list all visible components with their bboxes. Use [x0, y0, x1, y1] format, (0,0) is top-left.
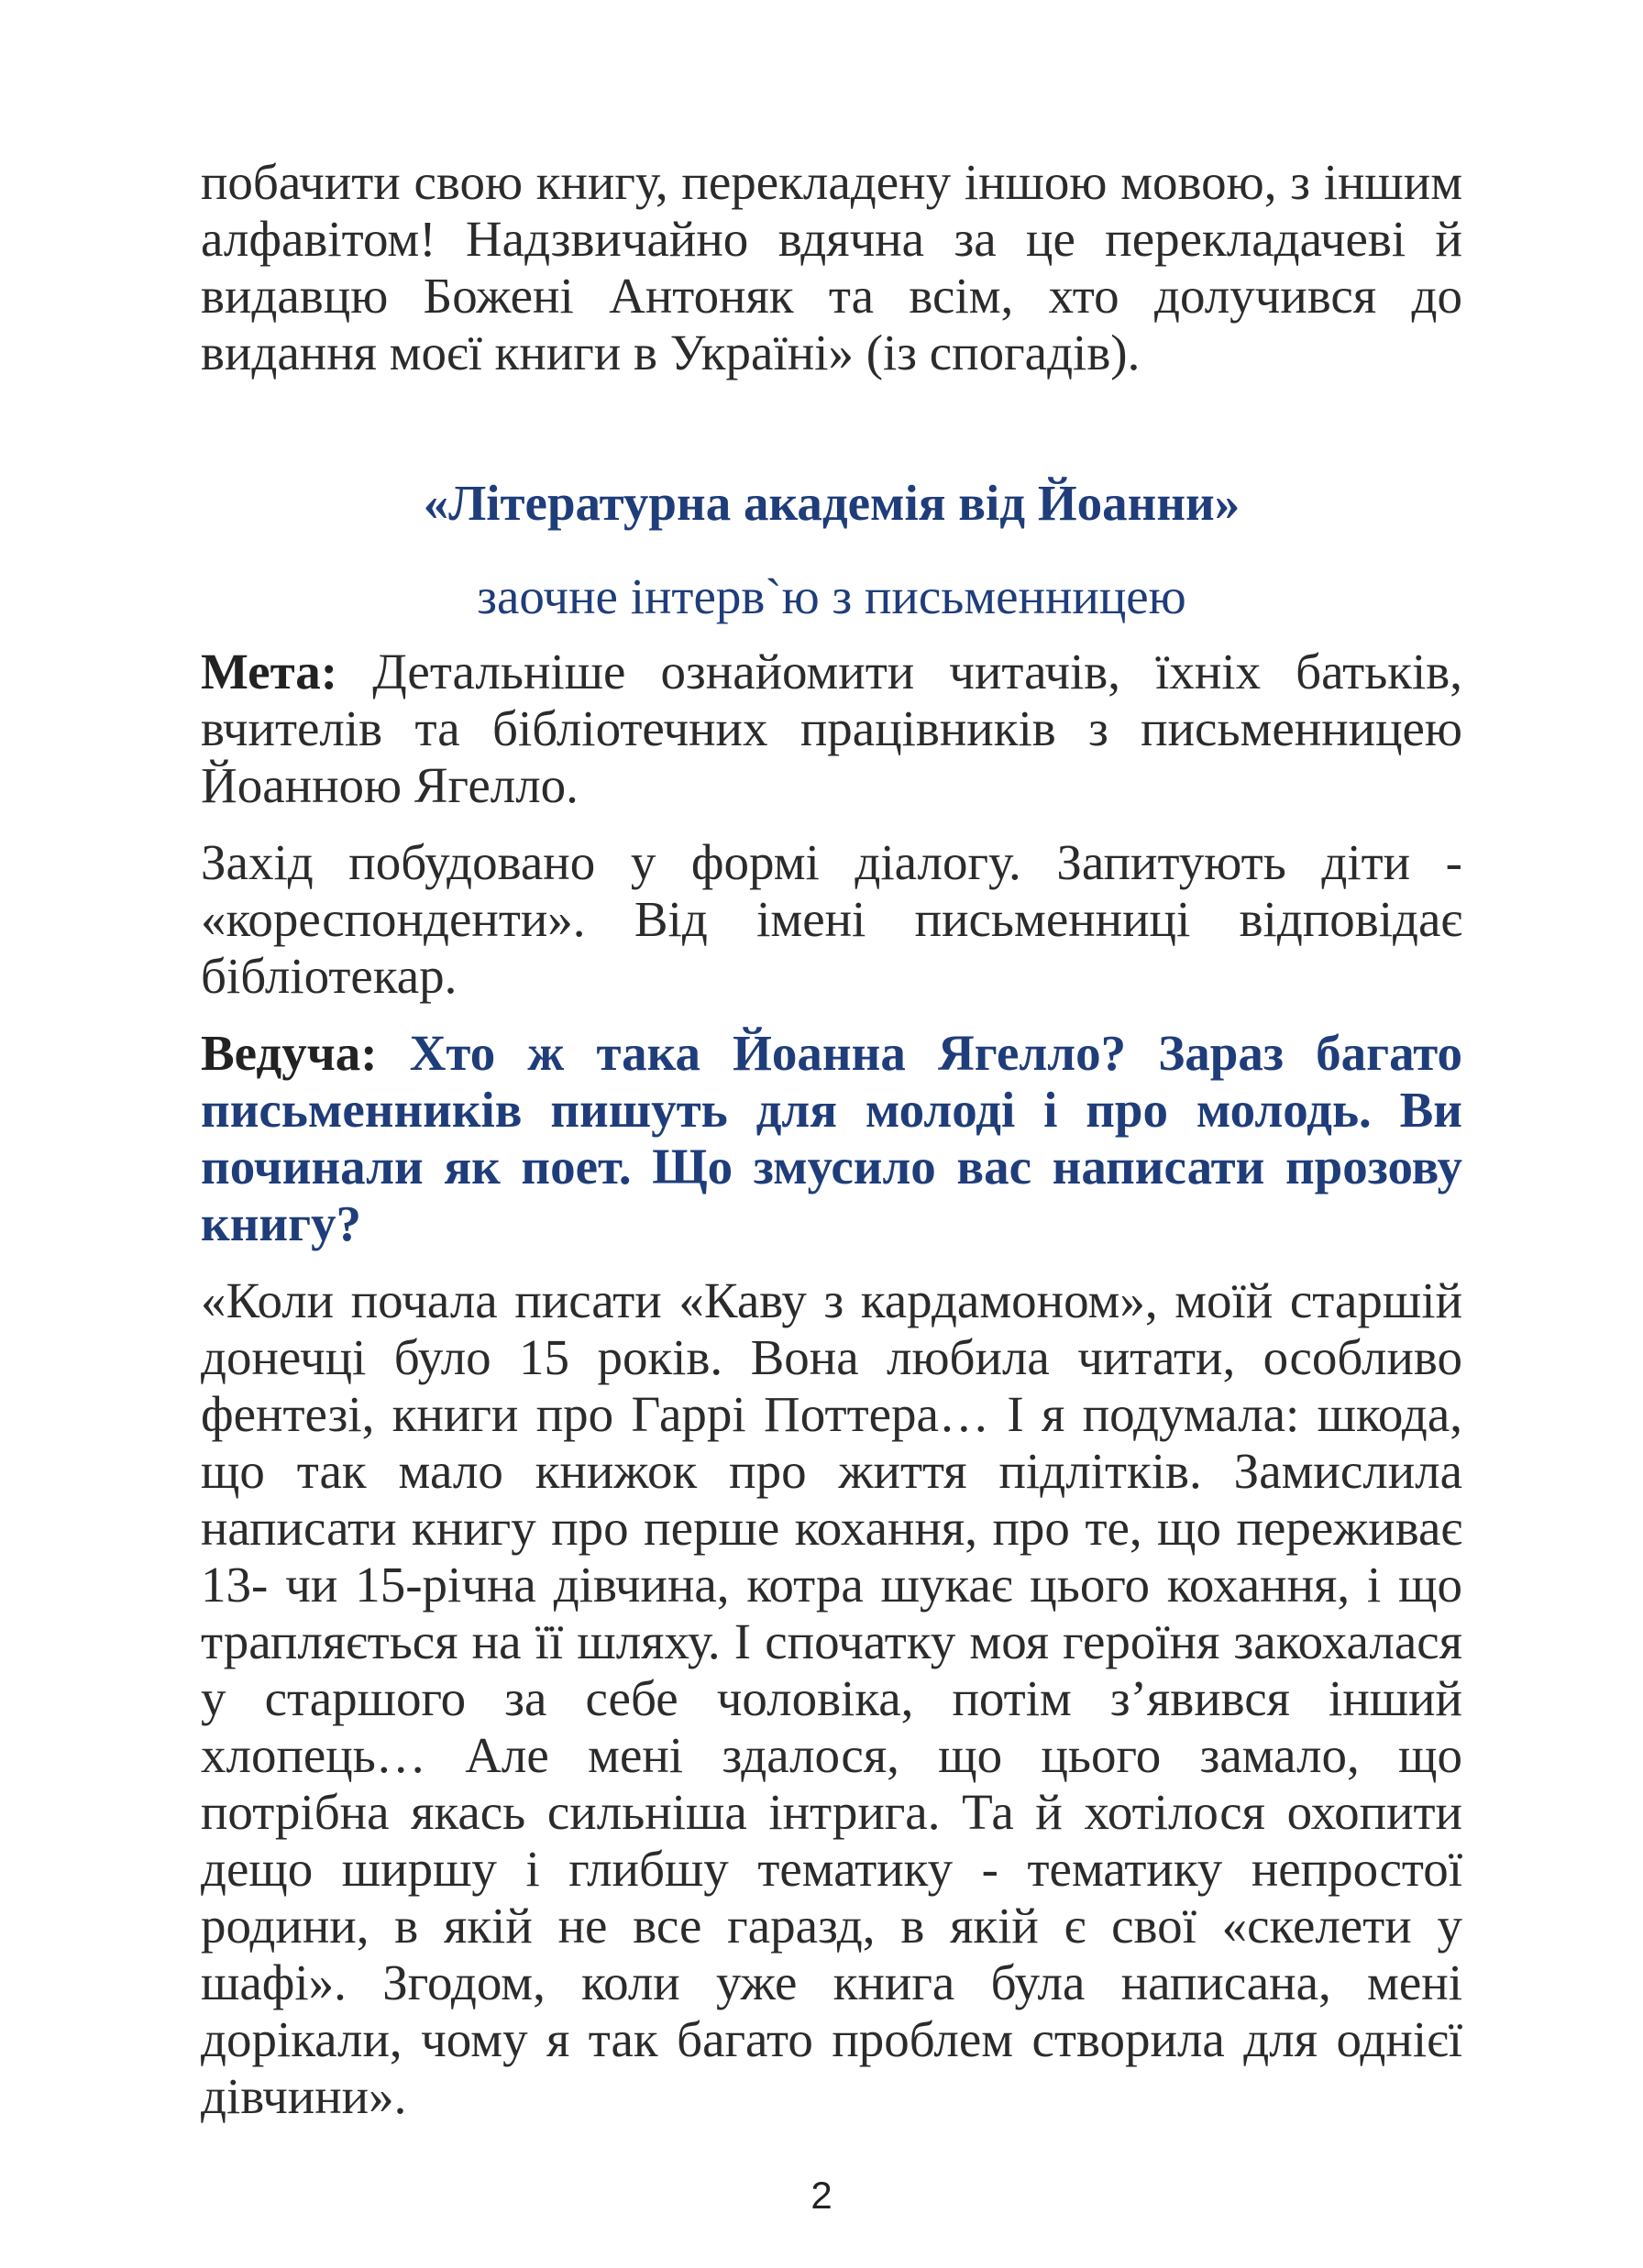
host-label: Ведуча:	[201, 1025, 378, 1081]
intro-paragraph: побачити свою книгу, перекладену іншою мовою, з іншим алфавітом! Надзвичайно вдячна за це перекладачеві й видавцю Божені Антоняк та всім, хто долучився до видання моєї книги в Україні» (із спогадів).	[201, 154, 1462, 380]
goal-text: Детальніше ознайомити читачів, їхніх батьків, вчителів та бібліотечних працівників з письменницею Йоанною Ягелло.	[201, 644, 1462, 813]
section-subtitle: заочне інтерв`ю з письменницею	[477, 568, 1186, 624]
goal-paragraph	[201, 644, 1462, 814]
host-question: Хто ж така Йоанна Ягелло? Зараз багато письменників пишуть для молоді і про молодь. Ви починали як поет. Що змусило вас написати прозову книгу?	[201, 1025, 1462, 1251]
format-paragraph: Захід побудовано у формі діалогу. Запитують діти - «кореспонденти». Від імені письменниці відповідає бібліотекар.	[201, 834, 1462, 1004]
section-title: «Літературна академія від Йоанни»	[423, 475, 1241, 531]
host-question-paragraph	[201, 1025, 1462, 1252]
answer-paragraph: «Коли почала писати «Каву з кардамоном», моїй старшій донечці було 15 років. Вона любила читати, особливо фентезі, книги про Гаррі Поттера… І я подумала: шкода, що так мало книжок про життя підлітків. Замислила написати книгу про перше кохання, про те, що переживає 13- чи 15-річна дівчина, котра шукає цього кохання, і що трапляється на її шляху. І спочатку моя героїня закохалася у старшого за себе чоловіка, потім з’явився інший хлопець… Але мені здалося, що цього замало, що потрібна якась сильніша інтрига. Та й хотілося охопити дещо ширшу і глибшу тематику - тематику непростої родини, в якій не все гаразд, в якій є свої «скелети у шафі». Згодом, коли уже книга була написана, мені дорікали, чому я так багато проблем створила для однієї дівчини».	[201, 1272, 1462, 2124]
goal-label: Мета:	[201, 644, 338, 699]
page-number: 2	[810, 2174, 833, 2217]
document-page	[201, 154, 1462, 2125]
